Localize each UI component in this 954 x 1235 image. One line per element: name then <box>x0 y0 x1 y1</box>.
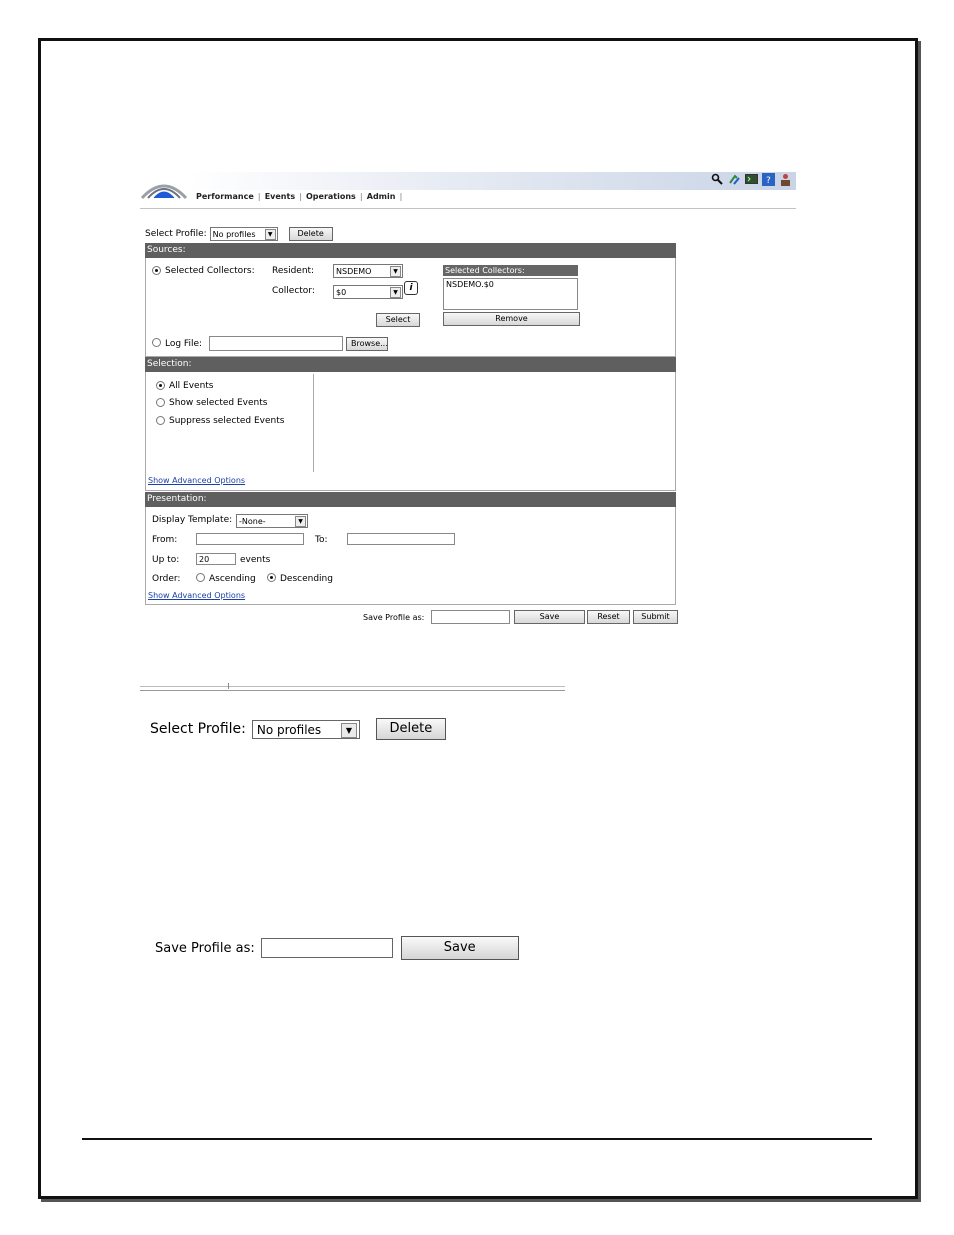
ascending-radio[interactable] <box>196 573 205 583</box>
zoom-delete-button[interactable]: Delete <box>376 718 446 740</box>
radio-off <box>156 398 165 407</box>
chevron-down-icon: ▼ <box>390 287 401 298</box>
app-screenshot <box>140 170 796 630</box>
resident-select[interactable] <box>333 264 403 278</box>
descending-radio[interactable] <box>267 573 276 583</box>
radio-off <box>152 338 161 347</box>
save-profile-input[interactable] <box>431 610 510 624</box>
collector-label: Collector: <box>272 286 315 296</box>
zoom-profile-select[interactable] <box>252 720 360 739</box>
selection-divider <box>313 374 314 472</box>
tab-performance[interactable]: Performance <box>196 192 254 201</box>
chevron-down-icon: ▼ <box>295 516 306 527</box>
zoom-profile-row <box>150 718 446 740</box>
help-icon[interactable] <box>761 172 775 186</box>
browse-button[interactable]: Browse... <box>346 337 388 351</box>
up-to-input[interactable]: 20 <box>196 553 236 565</box>
save-profile-label: Save Profile as: <box>363 613 425 622</box>
suppress-selected-label: Suppress selected Events <box>169 416 285 426</box>
show-selected-radio[interactable] <box>156 398 165 408</box>
display-template-value: -None- <box>239 516 266 526</box>
suppress-selected-radio[interactable] <box>156 416 165 426</box>
collector-select[interactable] <box>333 285 403 299</box>
chevron-down-icon: ▼ <box>341 723 357 738</box>
delete-button[interactable]: Delete <box>289 227 333 241</box>
from-input[interactable] <box>196 533 304 545</box>
submit-button[interactable]: Submit <box>633 610 678 624</box>
presentation-advanced-link[interactable]: Show Advanced Options <box>148 591 246 600</box>
to-input[interactable] <box>347 533 455 545</box>
select-profile-label: Select Profile: <box>145 229 207 239</box>
zoom-save-row <box>155 936 519 960</box>
radio-on <box>267 573 276 582</box>
presentation-header: Presentation: <box>145 492 676 507</box>
radio-off <box>196 573 205 582</box>
reset-button[interactable]: Reset <box>587 610 630 624</box>
log-file-radio[interactable] <box>152 338 161 348</box>
nav-separator: | <box>257 192 261 201</box>
resident-select-value: NSDEMO <box>336 266 372 276</box>
zoom-select-profile-label: Select Profile: <box>150 721 246 737</box>
all-events-label: All Events <box>169 381 214 391</box>
sources-header: Sources: <box>145 243 676 258</box>
chevron-down-icon: ▼ <box>390 266 401 277</box>
selected-collectors-label: Selected Collectors: <box>165 266 255 276</box>
footer-rule <box>82 1138 872 1140</box>
refresh-icon[interactable] <box>727 172 741 186</box>
log-file-label: Log File: <box>165 339 203 349</box>
collector-select-value: $0 <box>336 287 347 297</box>
tab-events[interactable]: Events <box>264 192 296 201</box>
log-file-input[interactable] <box>209 336 343 351</box>
svg-text:?: ? <box>765 175 771 186</box>
info-icon[interactable]: i <box>404 281 418 295</box>
from-label: From: <box>152 535 178 545</box>
profile-select[interactable] <box>210 227 278 241</box>
zoom-save-profile-input[interactable] <box>261 938 393 958</box>
ascending-label: Ascending <box>209 574 256 584</box>
nav-separator: | <box>399 192 403 201</box>
selection-panel <box>145 372 676 491</box>
radio-on <box>156 381 165 390</box>
up-to-label: Up to: <box>152 555 180 565</box>
remove-button[interactable]: Remove <box>443 312 580 326</box>
events-suffix: events <box>240 555 271 565</box>
list-item[interactable]: NSDEMO.$0 <box>446 280 494 289</box>
to-label: To: <box>315 535 328 545</box>
top-bar-gradient <box>190 172 796 190</box>
sources-panel <box>145 258 676 357</box>
selected-collectors-list-header: Selected Collectors: <box>443 265 578 276</box>
top-bar <box>140 170 796 209</box>
save-button[interactable]: Save <box>514 610 585 624</box>
cropped-strip <box>140 686 565 691</box>
zoom-save-button[interactable]: Save <box>401 936 519 960</box>
selected-collectors-radio[interactable] <box>152 266 161 276</box>
selection-header: Selection: <box>145 357 676 372</box>
main-nav <box>192 192 402 201</box>
selected-collectors-list[interactable] <box>443 278 578 310</box>
logo-icon <box>140 176 188 202</box>
display-template-label: Display Template: <box>152 515 233 525</box>
select-collector-button[interactable]: Select <box>376 313 420 327</box>
toolbar-icons <box>710 172 792 186</box>
terminal-icon[interactable] <box>744 172 758 186</box>
nav-separator: | <box>359 192 363 201</box>
resident-label: Resident: <box>272 266 315 276</box>
tab-operations[interactable]: Operations <box>306 192 356 201</box>
zoom-save-profile-label: Save Profile as: <box>155 940 255 956</box>
nav-separator: | <box>299 192 302 201</box>
display-template-select[interactable] <box>236 514 308 528</box>
presentation-panel <box>145 507 676 605</box>
selection-advanced-link[interactable]: Show Advanced Options <box>148 476 246 485</box>
all-events-radio[interactable] <box>156 381 165 391</box>
chevron-down-icon: ▼ <box>265 229 276 240</box>
zoom-profile-select-value: No profiles <box>256 722 322 737</box>
descending-label: Descending <box>280 574 333 584</box>
radio-off <box>156 416 165 425</box>
user-icon[interactable] <box>778 172 792 186</box>
profile-row <box>145 227 333 241</box>
order-label: Order: <box>152 574 181 584</box>
cropped-strip-tick <box>228 683 229 689</box>
search-icon[interactable] <box>710 172 724 186</box>
tab-admin[interactable]: Admin <box>366 192 396 201</box>
show-selected-label: Show selected Events <box>169 398 268 408</box>
radio-on <box>152 266 161 275</box>
profile-select-value: No profiles <box>212 229 256 239</box>
